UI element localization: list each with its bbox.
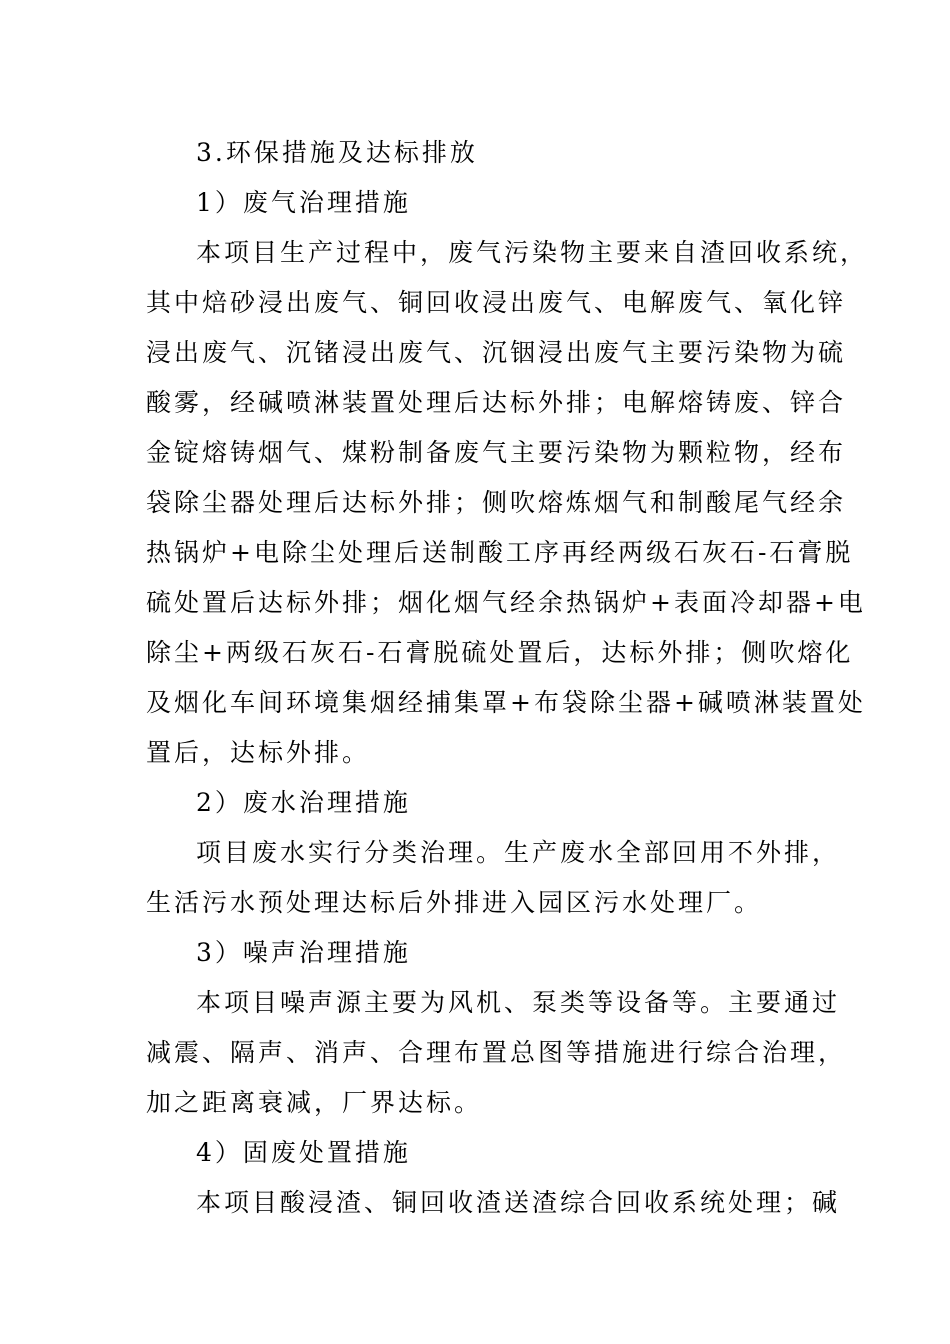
subsection-heading-noise: 3）噪声治理措施 bbox=[196, 938, 411, 967]
paragraph-line: 其中焙砂浸出废气、铜回收浸出废气、电解废气、氧化锌 bbox=[146, 288, 847, 317]
paragraph-line: 除尘+两级石灰石-石膏脱硫处置后，达标外排；侧吹熔化 bbox=[146, 638, 854, 667]
paragraph-line: 项目废水实行分类治理。生产废水全部回用不外排， bbox=[196, 838, 841, 867]
paragraph-line: 置后，达标外排。 bbox=[146, 738, 371, 767]
paragraph-line: 生活污水预处理达标后外排进入园区污水处理厂。 bbox=[146, 888, 763, 917]
paragraph-line: 金锭熔铸烟气、煤粉制备废气主要污染物为颗粒物，经布 bbox=[146, 438, 847, 467]
paragraph-line: 及烟化车间环境集烟经捕集罩+布袋除尘器+碱喷淋装置处 bbox=[146, 688, 866, 717]
section-heading: 3.环保措施及达标排放 bbox=[196, 138, 478, 167]
paragraph-line: 酸雾，经碱喷淋装置处理后达标外排；电解熔铸废、锌合 bbox=[146, 388, 847, 417]
paragraph-line: 硫处置后达标外排；烟化烟气经余热锅炉+表面冷却器+电 bbox=[146, 588, 866, 617]
paragraph-line: 浸出废气、沉锗浸出废气、沉铟浸出废气主要污染物为硫 bbox=[146, 338, 847, 367]
paragraph-line: 本项目酸浸渣、铜回收渣送渣综合回收系统处理；碱 bbox=[196, 1188, 841, 1217]
paragraph-line: 本项目噪声源主要为风机、泵类等设备等。主要通过 bbox=[196, 988, 841, 1017]
paragraph-line: 加之距离衰减，厂界达标。 bbox=[146, 1088, 483, 1117]
paragraph-line: 袋除尘器处理后达标外排；侧吹熔炼烟气和制酸尾气经余 bbox=[146, 488, 847, 517]
paragraph-line: 减震、隔声、消声、合理布置总图等措施进行综合治理， bbox=[146, 1038, 847, 1067]
paragraph-line: 本项目生产过程中，废气污染物主要来自渣回收系统， bbox=[196, 238, 869, 267]
subsection-heading-waste-water: 2）废水治理措施 bbox=[196, 788, 411, 817]
subsection-heading-solid-waste: 4）固废处置措施 bbox=[196, 1138, 411, 1167]
subsection-heading-waste-gas: 1）废气治理措施 bbox=[196, 188, 411, 217]
paragraph-line: 热锅炉+电除尘处理后送制酸工序再经两级石灰石-石膏脱 bbox=[146, 538, 854, 567]
